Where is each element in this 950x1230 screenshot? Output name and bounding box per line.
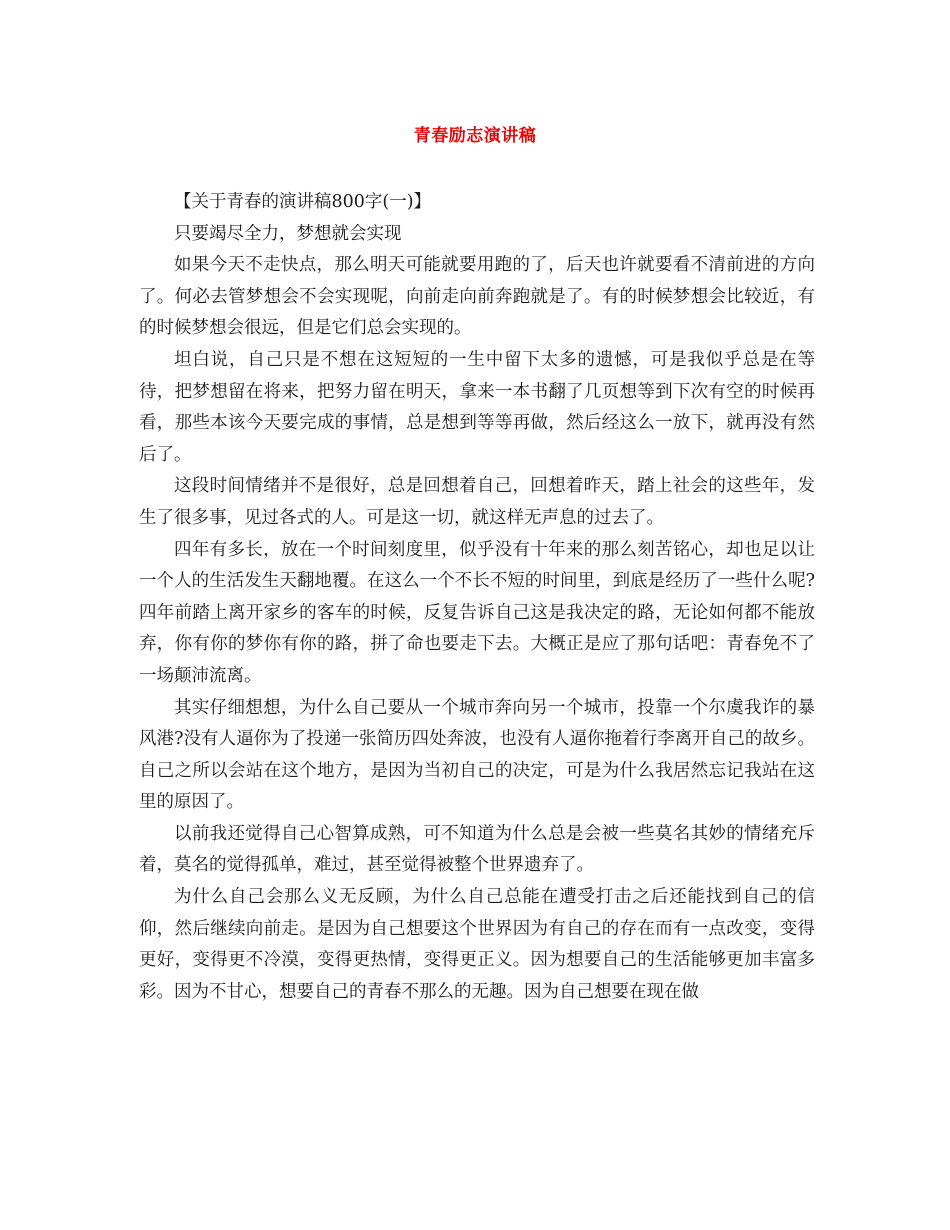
document-body <box>139 187 815 1008</box>
body-paragraph: 这段时间情绪并不是很好，总是回想着自己，回想着昨天，踏上社会的这些年，发生了很多事，见过各式的人。可是这一切，就这样无声息的过去了。 <box>139 476 815 528</box>
body-paragraph: 四年有多长，放在一个时间刻度里，似乎没有十年来的那么刻苦铭心，却也足以让一个人的生活发生天翻地覆。在这么一个不长不短的时间里，到底是经历了一些什么呢?四年前踏上离开家乡的客车的时候，反复告诉自己这是我决定的路，无论如何都不能放弃，你有你的梦你有你的路，拼了命也要走下去。大概正是应了那句话吧：青春免不了一场颠沛流离。 <box>139 539 815 686</box>
section-heading: 【关于青春的演讲稿800字(一)】 <box>174 192 432 212</box>
body-paragraph: 如果今天不走快点，那么明天可能就要用跑的了，后天也许就要看不清前进的方向了。何必去管梦想会不会实现呢，向前走向前奔跑就是了。有的时候梦想会比较近，有的时候梦想会很远，但是它们总会实现的。 <box>139 255 815 339</box>
body-paragraph: 以前我还觉得自己心智算成熟，可不知道为什么总是会被一些莫名其妙的情绪充斥着，莫名的觉得孤单，难过，甚至觉得被整个世界遗弃了。 <box>139 823 815 876</box>
speech-subtitle: 只要竭尽全力，梦想就会实现 <box>174 223 402 244</box>
body-paragraph: 坦白说，自己只是不想在这短短的一生中留下太多的遗憾，可是我似乎总是在等待，把梦想留在将来，把努力留在明天，拿来一本书翻了几页想等到下次有空的时候再看，那些本该今天要完成的事情，总是想到等等再做，然后经这么一放下，就再没有然后了。 <box>139 349 815 465</box>
body-paragraph: 为什么自己会那么义无反顾，为什么自己总能在遭受打击之后还能找到自己的信仰，然后继续向前走。是因为自己想要这个世界因为有自己的存在而有一点改变，变得更好，变得更不冷漠，变得更热情，变得更正义。因为想要自己的生活能够更加丰富多彩。因为不甘心，想要自己的青春不那么的无趣。因为自己想要在现在做 <box>139 887 815 1002</box>
document-title: 青春励志演讲稿 <box>413 126 537 146</box>
body-paragraph: 其实仔细想想，为什么自己要从一个城市奔向另一个城市，投靠一个尔虞我诈的暴风港?没有人逼你为了投递一张简历四处奔波，也没有人逼你拖着行李离开自己的故乡。自己之所以会站在这个地方，是因为当初自己的决定，可是为什么我居然忘记我站在这里的原因了。 <box>139 697 815 813</box>
